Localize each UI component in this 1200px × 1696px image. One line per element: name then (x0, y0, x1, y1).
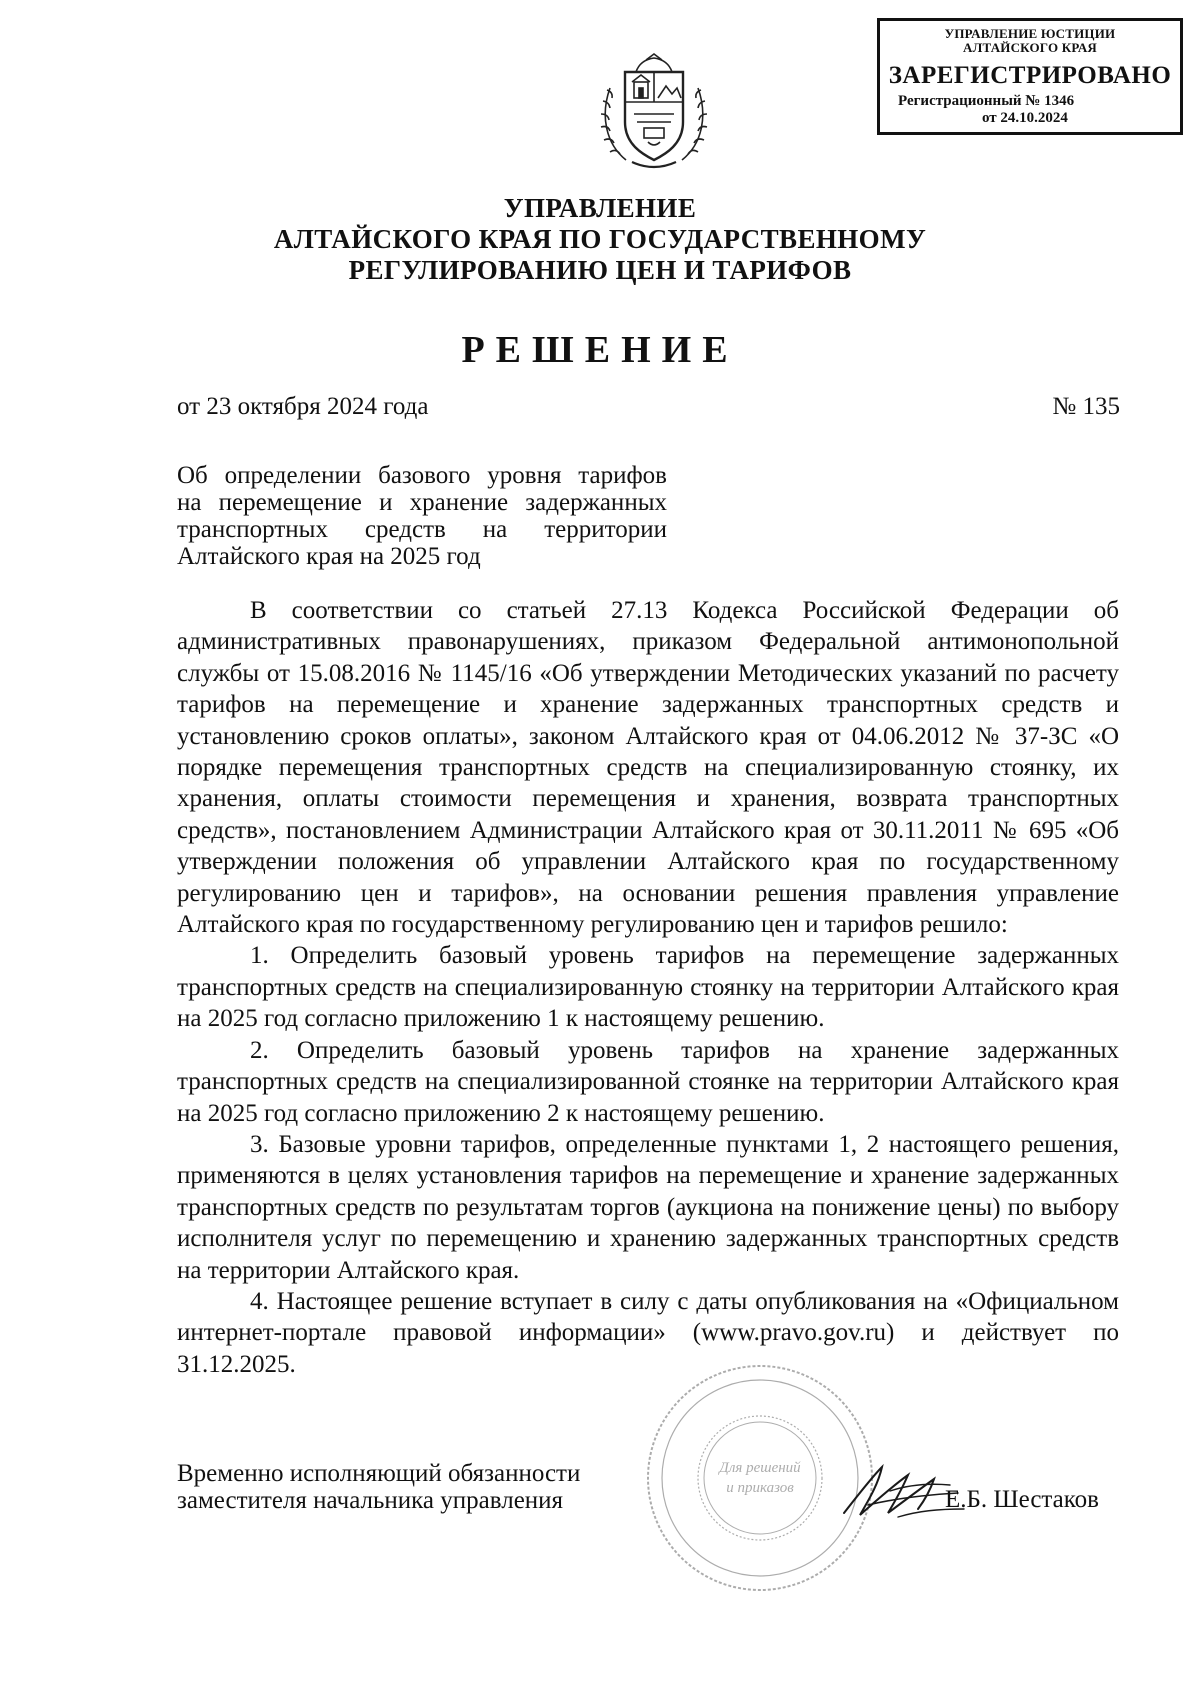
org-line-2: АЛТАЙСКОГО КРАЯ ПО ГОСУДАРСТВЕННОМУ (273, 224, 927, 254)
subject-line-4: Алтайского края на 2025 год (177, 543, 481, 570)
registration-stamp (877, 18, 1183, 135)
stamp-agency-line2: АЛТАЙСКОГО КРАЯ (963, 40, 1097, 55)
subject-line-3: транспортных средств на территории (177, 516, 667, 543)
stamp-reg-number: Регистрационный № 1346 (898, 93, 1075, 109)
stamp-reg-date: от 24.10.2024 (982, 110, 1068, 126)
decision-item-3: 3. Базовые уровни тарифов, определенные пунктами 1, 2 настоящего решения, применяются в целях установления тарифов на перемещение и хранение задержанных транспортных средств по результатам торгов (аукциона на понижение цены) по выбору исполнителя услуг по перемещению и хранению задержанных транспортных средств на территории Алтайского края. (177, 1130, 1119, 1284)
stamp-agency-line1: УПРАВЛЕНИЕ ЮСТИЦИИ (944, 26, 1116, 41)
subject-line-1: Об определении базового уровня тарифов (177, 462, 667, 489)
signer-name: Е.Б. Шестаков (945, 1486, 1099, 1513)
document-body (177, 595, 1119, 1380)
document-date: от 23 октября 2024 года (177, 393, 429, 420)
document-type: РЕШЕНИЕ (461, 329, 739, 371)
document-number: № 135 (1052, 393, 1120, 420)
organization-title (200, 193, 1000, 286)
preamble-paragraph: В соответствии со статьей 27.13 Кодекса Российской Федерации об административных правонарушениях, приказом Федеральной антимонопольной службы от 15.08.2016 № 1145/16 «Об утверждении Методических указаний по расчету тарифов на перемещение и хранение задержанных транспортных средств и установлению сроков оплаты», законом Алтайского края от 04.06.2012 № 37-ЗС «О порядке перемещения транспортных средств на специализированную стоянку, их хранения, оплаты стоимости перемещения и хранения, возврата транспортных средств», постановлением Администрации Алтайского края от 30.11.2011 № 695 «Об утверждении положения об управлении Алтайского края по государственному регулированию цен и тарифов», на основании решения правления управление Алтайского края по государственному регулированию цен и тарифов решило: (177, 597, 1119, 939)
coat-of-arms-icon (592, 52, 716, 174)
seal-center-line1: Для решений (719, 1460, 801, 1476)
org-line-3: РЕГУЛИРОВАНИЮ ЦЕН И ТАРИФОВ (348, 255, 852, 285)
decision-item-2: 2. Определить базовый уровень тарифов на хранение задержанных транспортных средств на специализированной стоянке на территории Алтайского края на 2025 год согласно приложению 2 к настоящему решению. (177, 1036, 1119, 1127)
decision-item-1: 1. Определить базовый уровень тарифов на перемещение задержанных транспортных средств на специализированную стоянку на территории Алтайского края на 2025 год согласно приложению 1 к настоящему решению. (177, 942, 1119, 1033)
signer-position-line1: Временно исполняющий обязанности (177, 1460, 581, 1487)
org-line-1: УПРАВЛЕНИЕ (503, 193, 697, 223)
stamp-status: ЗАРЕГИСТРИРОВАНО (888, 62, 1172, 89)
signer-position-line2: заместителя начальника управления (177, 1487, 564, 1514)
document-subject (177, 462, 667, 570)
decision-item-4: 4. Настоящее решение вступает в силу с даты опубликования на «Официальном интернет-портале правовой информации» (www.pravo.gov.ru) и действует по 31.12.2025. (177, 1287, 1119, 1378)
signer-position (177, 1460, 580, 1514)
subject-line-2: на перемещение и хранение задержанных (177, 489, 667, 516)
seal-center-line2: и приказов (726, 1480, 794, 1496)
